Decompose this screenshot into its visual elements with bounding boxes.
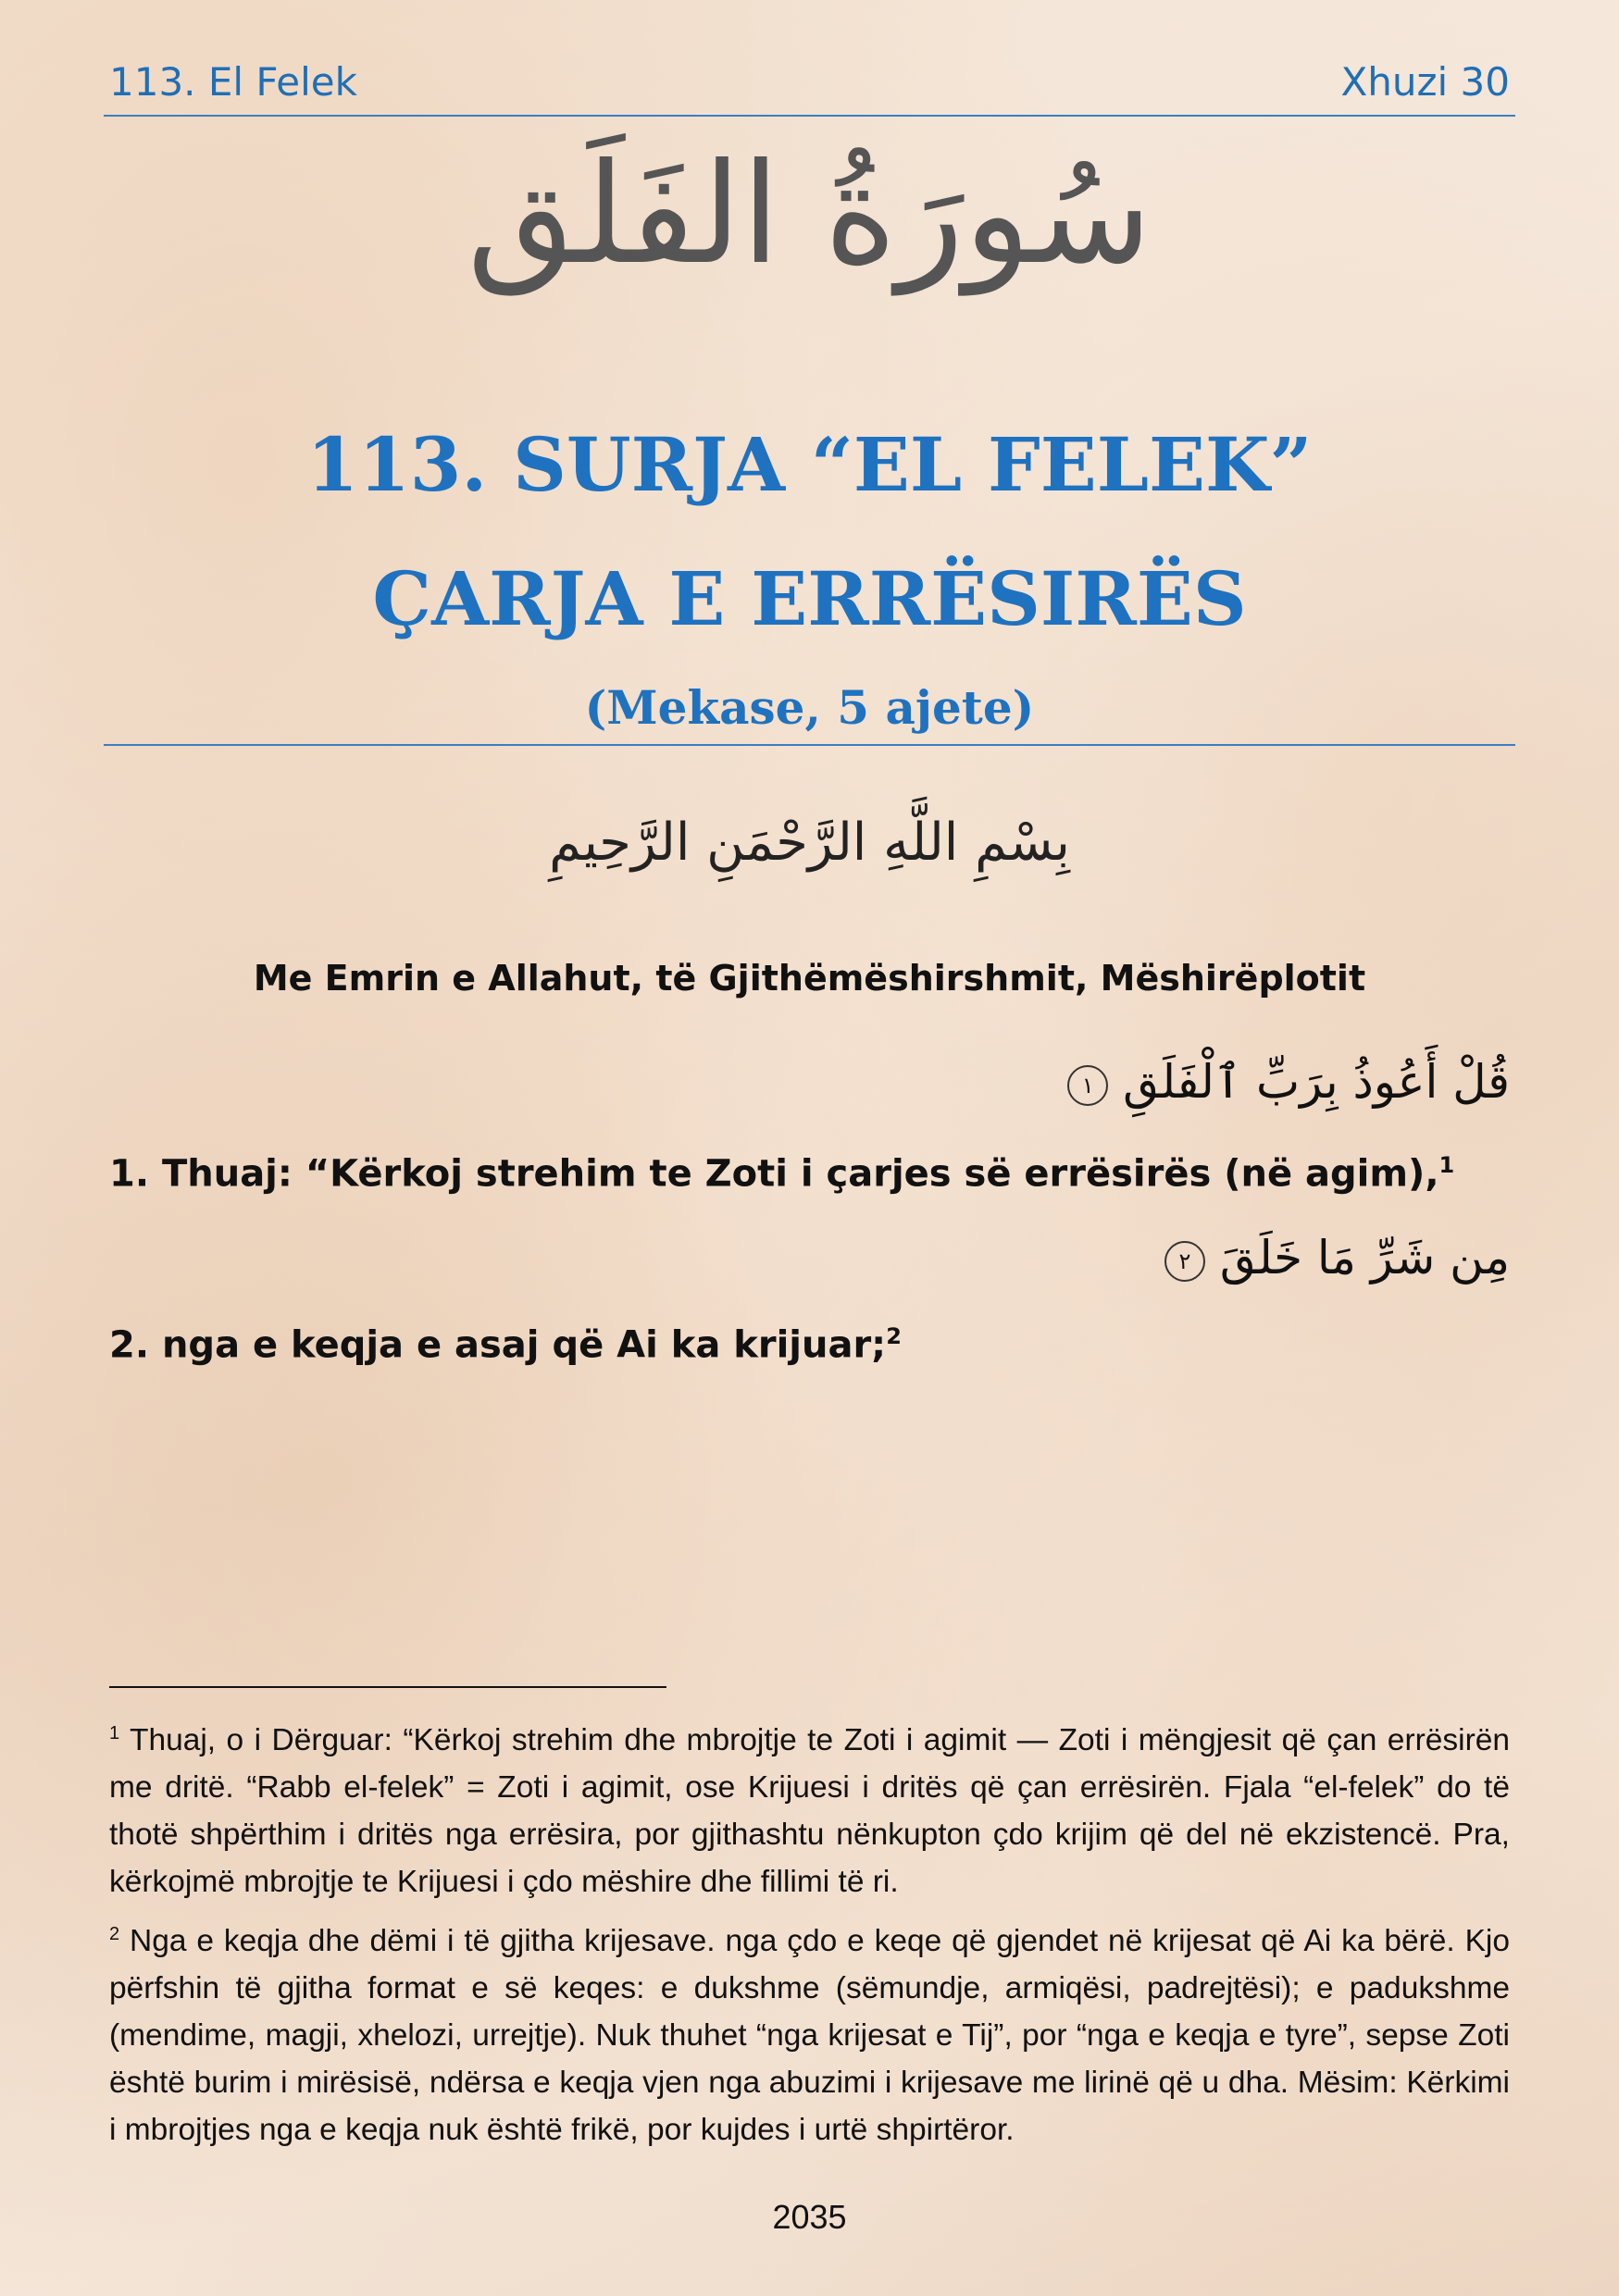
footnote: [109, 1710, 1510, 1905]
footnote-number: 1: [109, 1723, 120, 1744]
surah-title: 113. SURJA “EL FELEK”: [306, 421, 1313, 508]
footnote-separator: [109, 1686, 666, 1688]
ayah-arabic: [1058, 1055, 1510, 1109]
arabic-surah-title: سُورَةُ الفَلَق: [467, 134, 1152, 295]
title-rule: [104, 744, 1515, 746]
footnote: [109, 1911, 1510, 2153]
ayah-translation-text: 2. nga e keqja e asaj që Ai ka krijuar;: [109, 1323, 887, 1367]
footnote-text: Thuaj, o i Dërguar: “Kërkoj strehim dhe mbrojtje te Zoti i agimit — Zoti i mëngjesit që çan errësirën me dritë. “Rabb el-felek” = Zoti i agimit, ose Krijuesi i dritës që çan errësirën. Fjala “el-felek” do të thotë shpërthim i dritës nga errësira, por gjithashtu nënkupton çdo krijim që del në ekzistencë. Pra, kërkojmë mbrojtje te Krijuesi i çdo mëshire dhe fillimi të ri.: [109, 1723, 1510, 1900]
revelation-info: (Mekase, 5 ajete): [584, 680, 1035, 735]
footnote-ref[interactable]: 2: [886, 1323, 902, 1349]
running-header-juz: Xhuzi 30: [1340, 59, 1510, 105]
footnote-ref[interactable]: 1: [1438, 1152, 1455, 1178]
ayah-translation: [109, 1323, 902, 1366]
ayah-translation: [109, 1152, 1454, 1195]
running-header-surah: 113. El Felek: [109, 59, 357, 105]
header-rule: [104, 115, 1515, 117]
basmala-arabic: بِسْمِ اللَّهِ الرَّحْمَنِ الرَّحِيمِ: [549, 813, 1070, 873]
ayah-arabic: [1155, 1231, 1510, 1285]
ayah-number-mark: ٢: [1164, 1241, 1205, 1282]
ayah-number-mark: ١: [1067, 1065, 1108, 1106]
ayah-arabic-text: مِن شَرِّ مَا خَلَقَ: [1219, 1231, 1510, 1285]
footnotes: [109, 1710, 1510, 2159]
ayah-translation-text: 1. Thuaj: “Kërkoj strehim te Zoti i çarjes së errësirës (në agim),: [109, 1152, 1439, 1196]
footnote-number: 2: [109, 1924, 120, 1945]
ayah-arabic-text: قُلْ أَعُوذُ بِرَبِّ ٱلْفَلَقِ: [1123, 1055, 1510, 1109]
footnote-text: Nga e keqja dhe dëmi i të gjitha krijesave. nga çdo e keqe që gjendet në krijesat që Ai ka bërë. Kjo përfshin të gjitha format e së keqes: e dukshme (sëmundje, armiqësi, padrejtësi); e padukshme (mendime, magji, xhelozi, urrejtje). Nuk thuhet “nga krijesat e Tij”, por “nga e keqja e tyre”, sepse Zoti është burim i mirësisë, ndërsa e keqja vjen nga abuzimi i krijesave me lirinë që u dha. Mësim: Kërkimi i mbrojtjes nga e keqja nuk është frikë, por kujdes i urtë shpirtëror.: [109, 1924, 1510, 2148]
surah-subtitle-meaning: ÇARJA E ERRËSIRËS: [372, 555, 1247, 642]
page-number: 2035: [772, 2198, 847, 2236]
basmala-translation: Me Emrin e Allahut, të Gjithëmëshirshmit, Mëshirëplotit: [253, 958, 1366, 999]
